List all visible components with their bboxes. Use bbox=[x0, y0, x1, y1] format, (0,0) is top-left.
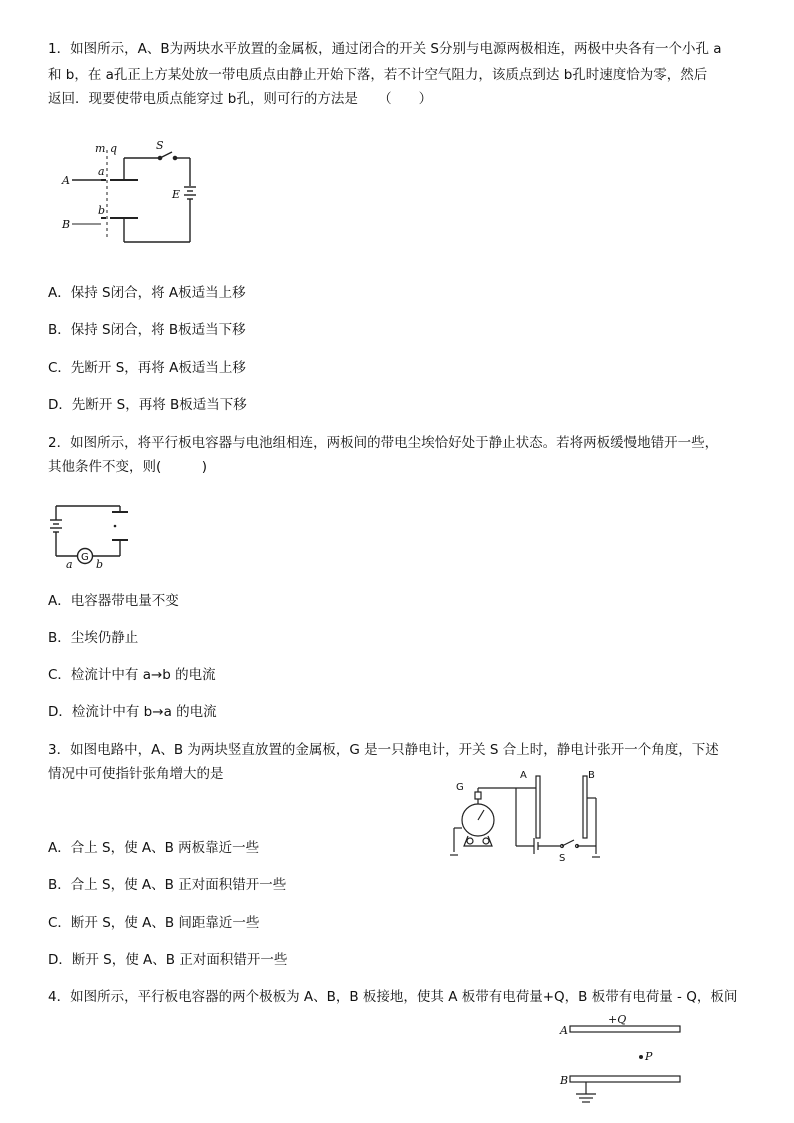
q3-circuit-diagram bbox=[440, 768, 610, 863]
q1-stem-line-2: 和 b，在 a孔正上方某处放一带电质点由静止开始下落，若不计空气阻力，该质点到达 b孔时速度恰为零，然后 bbox=[48, 67, 708, 83]
q4-label-p: P bbox=[645, 1050, 653, 1063]
q4-label-A: A bbox=[560, 1024, 568, 1037]
q1-label-s: S bbox=[156, 139, 164, 152]
q3-label-S: S bbox=[559, 853, 566, 864]
q2-stem-line-1: 2．如图所示，将平行板电容器与电池组相连，两板间的带电尘埃恰好处于静止状态。若将两板缓慢地错开一些， bbox=[48, 435, 719, 451]
q3-option-c: C．断开 S，使 A、B 间距靠近一些 bbox=[48, 915, 260, 931]
q3-label-B: B bbox=[588, 770, 595, 781]
q2-circuit-diagram bbox=[42, 498, 132, 578]
q1-label-b: b bbox=[98, 204, 106, 217]
q2-option-b: B．尘埃仍静止 bbox=[48, 630, 139, 646]
q2-option-c: C．检流计中有 a→b 的电流 bbox=[48, 667, 216, 683]
q3-option-a: A．合上 S，使 A、B 两板靠近一些 bbox=[48, 840, 260, 856]
q3-label-G: G bbox=[456, 782, 464, 793]
q1-stem-line-3: 返回．现要使带电质点能穿过 b孔，则可行的方法是 （ ） bbox=[48, 91, 433, 107]
q4-label-B: B bbox=[560, 1074, 569, 1087]
q2-label-a: a bbox=[66, 558, 73, 571]
q1-label-E: E bbox=[172, 188, 181, 201]
q2-option-d: D．检流计中有 b→a 的电流 bbox=[48, 704, 217, 720]
q1-label-m: m bbox=[95, 142, 106, 155]
q3-option-d: D．断开 S，使 A、B 正对面积错开一些 bbox=[48, 952, 288, 968]
q1-label-a: a bbox=[98, 165, 105, 178]
q3-option-b: B．合上 S，使 A、B 正对面积错开一些 bbox=[48, 877, 287, 893]
q2-stem-line-2: 其他条件不变，则( ) bbox=[48, 459, 208, 475]
q2-label-b: b bbox=[96, 558, 104, 571]
q1-stem-line-1: 1．如图所示，A、B为两块水平放置的金属板，通过闭合的开关 S分别与电源两极相连，两极中央各有一个小孔 a bbox=[48, 41, 722, 57]
q4-capacitor-diagram bbox=[558, 1010, 688, 1115]
q3-stem-line-2: 情况中可使指针张角增大的是 bbox=[48, 766, 224, 782]
q1-label-B: B bbox=[62, 218, 71, 231]
q3-label-A: A bbox=[520, 770, 527, 781]
q3-stem-line-1: 3．如图电路中，A、B 为两块竖直放置的金属板，G 是一只静电计，开关 S 合上时，静电计张开一个角度，下述 bbox=[48, 742, 719, 758]
q2-label-G: G bbox=[81, 552, 89, 563]
q2-option-a: A．电容器带电量不变 bbox=[48, 593, 179, 609]
q1-option-d: D．先断开 S，再将 B板适当下移 bbox=[48, 397, 247, 413]
q1-option-c: C．先断开 S，再将 A板适当上移 bbox=[48, 360, 246, 376]
q1-option-a: A．保持 S闭合，将 A板适当上移 bbox=[48, 285, 246, 301]
q1-circuit-diagram bbox=[58, 138, 208, 248]
q1-option-b: B．保持 S闭合，将 B板适当下移 bbox=[48, 322, 246, 338]
q1-label-q: q bbox=[110, 142, 118, 155]
q4-stem-line-1: 4．如图所示，平行板电容器的两个极板为 A、B，B 板接地，使其 A 板带有电荷量+Q，B 板带有电荷量 - Q，板间 bbox=[48, 989, 738, 1005]
q1-label-A: A bbox=[62, 174, 70, 187]
q4-label-plus-q: +Q bbox=[608, 1013, 627, 1026]
